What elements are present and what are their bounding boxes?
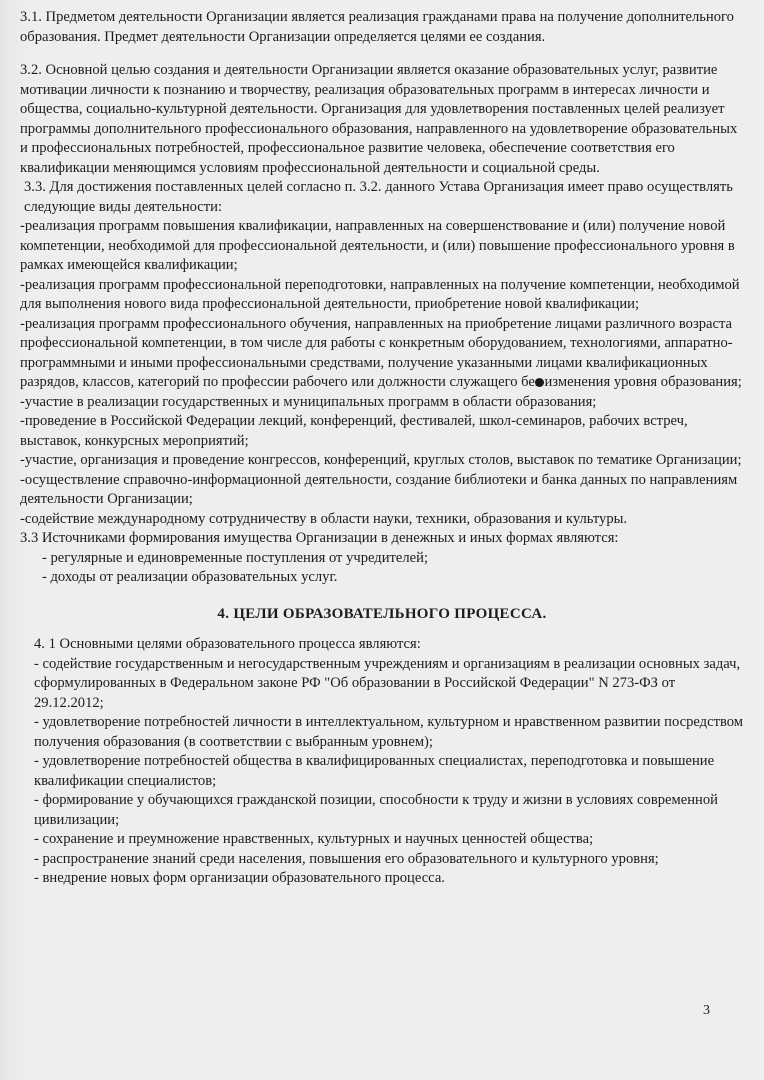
activity-item: -реализация программ профессионального обучения, направленных на приобретение лицами различного возраста профессиональной компетенции, в том числе для работы с конкретным оборудованием, технологиями, аппаратно-программными и иными профессиональными средствами, получение указанными лицами квалификационных разрядов, классов, категорий по профессии рабочего или должности служащего без изменения уровня образования;	[20, 315, 742, 390]
goal-item: - сохранение и преумножение нравственных, культурных и научных ценностей общества;	[34, 831, 594, 847]
goal-item: - удовлетворение потребностей общества в квалифицированных специалистах, переподготовка и повышение квалификации специалистов;	[34, 753, 715, 789]
document-body	[20, 8, 744, 889]
activity-item: -реализация программ повышения квалификации, направленных на совершенствование и (или) получение новой компетенции, необходимой для профессиональной деятельности, и (или) повышение профессионального уровня в рамках имеющейся квалификации;	[20, 218, 735, 273]
paragraph-3-3: 3.3. Для достижения поставленных целей согласно п. 3.2. данного Устава Организация имеет право осуществлять следующие виды деятельности:	[24, 179, 733, 215]
source-item: - регулярные и единовременные поступления от учредителей;	[42, 549, 429, 566]
activity-item: -проведение в Российской Федерации лекций, конференций, фестивалей, школ-семинаров, рабочих встреч, выставок, конкурсных мероприятий;	[20, 413, 688, 449]
goal-item: - формирование у обучающихся гражданской позиции, способности к труду и жизни в условиях современной цивилизации;	[34, 792, 718, 828]
activity-item: -участие в реализации государственных и муниципальных программ в области образования;	[20, 393, 597, 410]
goal-item: - содействие государственным и негосударственным учреждениям и организациям в реализации основных задач, сформулированных в Федеральном законе РФ "Об образовании в Российской Федерации" N 273-ФЗ от 29.12.2012;	[34, 655, 741, 711]
paragraph-3-2: 3.2. Основной целью создания и деятельности Организации является оказание образовательных услуг, развитие мотивации личности к познанию и творчеству, реализация образовательных программ в интересах личности и общества, социально-культурной деятельности. Организация для удовлетворения поставленных целей реализует программы дополнительного профессионального образования, направленного на удовлетворение образовательных и профессиональных потребностей, профессиональное развитие человека, обеспечение соответствия его квалификации меняющимся условиям профессиональной деятельности и социальной среды.	[20, 62, 738, 176]
paragraph-3-1: 3.1. Предметом деятельности Организации является реализация гражданами права на получение дополнительного образования. Предмет деятельности Организации определяется целями ее создания.	[20, 9, 734, 45]
paragraph-3-3-sources: 3.3 Источниками формирования имущества Организации в денежных и иных формах являются:	[20, 530, 619, 546]
activity-item: -участие, организация и проведение конгрессов, конференций, круглых столов, выставок по тематике Организации;	[20, 452, 742, 468]
page-number: 3	[703, 1003, 710, 1018]
activity-item: -реализация программ профессиональной переподготовки, направленных на получение компетенции, необходимой для выполнения нового вида профессиональной деятельности, приобретение новой квалификации;	[20, 276, 740, 312]
goal-item: - удовлетворение потребностей личности в интеллектуальном, культурном и нравственном развитии посредством получения образования (в соответствии с выбранным уровнем);	[34, 714, 744, 750]
goal-item: - распространение знаний среди населения, повышения его образовательного и культурного уровня;	[34, 850, 659, 867]
source-item: - доходы от реализации образовательных услуг.	[42, 569, 338, 585]
activity-item: -осуществление справочно-информационной деятельности, создание библиотеки и банка данных по направлениям деятельности Организации;	[20, 471, 738, 507]
goal-item: - внедрение новых форм организации образовательного процесса.	[34, 870, 445, 886]
section-4-heading: 4. ЦЕЛИ ОБРАЗОВАТЕЛЬНОГО ПРОЦЕССА.	[217, 605, 547, 622]
activity-item: -содействие международному сотрудничеству в области науки, техники, образования и культуры.	[20, 510, 628, 527]
section-4-intro: 4. 1 Основными целями образовательного процесса являются:	[34, 636, 421, 652]
